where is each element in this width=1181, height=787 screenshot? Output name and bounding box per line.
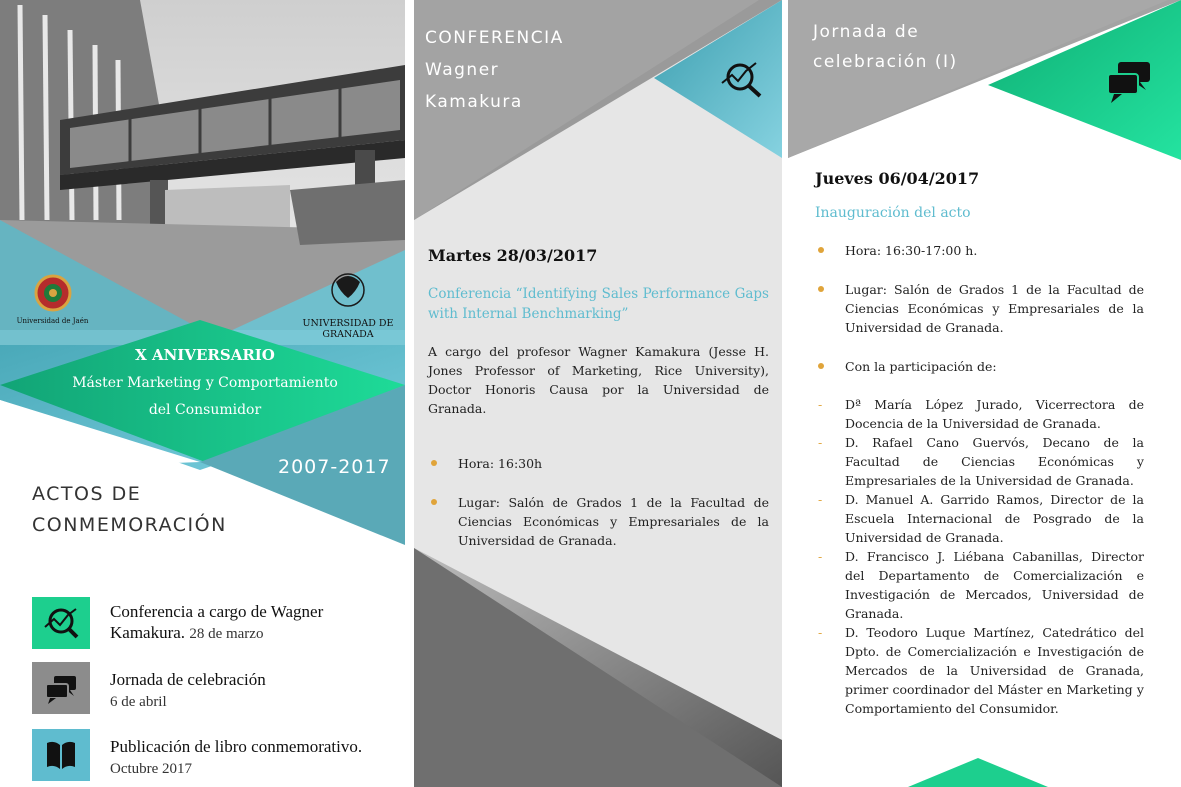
activity-celebration-title: Jornada de celebración [110, 670, 266, 689]
universidad-jaen-logo [36, 276, 70, 310]
conference-time: Hora: 16:30h [458, 456, 543, 471]
activity-book-date: Octubre 2017 [110, 761, 193, 777]
bullet-dot [818, 247, 824, 253]
celebration-panel [788, 0, 1181, 787]
conference-subtitle: Conferencia “Identifying Sales Performance Gaps with Internal Benchmarking” [428, 286, 769, 322]
dash-marker: - [818, 435, 823, 450]
conference-venue: Lugar: Salón de Grados 1 de la Facultad de Ciencias Económicas y Empresariales de la Universidad de Granada. [458, 495, 769, 548]
celebration-header-line2: celebración (I) [813, 52, 958, 72]
celebration-venue: Lugar: Salón de Grados 1 de la Facultad de Ciencias Económicas y Empresariales de la Universidad de Granada. [845, 282, 1144, 335]
list-item [818, 395, 1144, 433]
celebration-subtitle: Inauguración del acto [815, 205, 971, 221]
analytics-search-icon [32, 597, 90, 649]
list-item [818, 547, 1144, 623]
activity-book [110, 736, 390, 780]
activity-conference-title: Conferencia a cargo de Wagner Kamakura. [110, 602, 324, 642]
bullet-dot [431, 460, 437, 466]
list-item [428, 493, 769, 550]
master-name-line2: del Consumidor [148, 402, 262, 418]
activity-book-icon-box [32, 729, 90, 781]
chat-bubbles-icon [32, 662, 90, 714]
activity-conference-date: 28 de marzo [189, 626, 264, 642]
section-heading-line1: ACTOS DE [32, 483, 142, 505]
anniversary-years: 2007-2017 [278, 456, 391, 478]
participant: Dª María López Jurado, Vicerrectora de Docencia de la Universidad de Granada. [845, 397, 1144, 431]
list-item [818, 490, 1144, 547]
participant: D. Francisco J. Liébana Cabanillas, Director del Departamento de Comercialización e Investigación de Mercados, Universidad de Granada. [845, 549, 1144, 621]
participant: D. Rafael Cano Guervós, Decano de la Facultad de Ciencias Económicas y Empresariales de la Universidad de Granada. [845, 435, 1144, 488]
analytics-search-icon [712, 55, 768, 101]
list-item [818, 623, 1144, 718]
bullet-dot [818, 363, 824, 369]
granada-logo-caption: UNIVERSIDAD DE GRANADA [302, 318, 394, 340]
activity-book-title: Publicación de libro conmemorativo. [110, 737, 363, 756]
dash-marker: - [818, 397, 823, 412]
chat-bubbles-icon [1104, 58, 1156, 108]
celebration-details-list [815, 241, 1144, 376]
conference-details-list [428, 454, 769, 550]
list-item [428, 454, 769, 473]
activity-conference-icon-box [32, 597, 90, 649]
conference-header-line3: Kamakura [425, 92, 523, 112]
participants-intro: Con la participación de: [845, 359, 997, 374]
dash-marker: - [818, 549, 823, 564]
anniversary-title: X ANIVERSARIO [135, 346, 275, 364]
activity-conference [110, 601, 390, 645]
conference-panel [414, 0, 782, 787]
list-item [815, 280, 1144, 337]
celebration-date: Jueves 06/04/2017 [815, 169, 980, 188]
celebration-time: Hora: 16:30-17:00 h. [845, 243, 978, 258]
activity-celebration-icon-box [32, 662, 90, 714]
section-heading-line2: CONMEMORACIÓN [32, 514, 227, 536]
participants-list [818, 395, 1144, 718]
list-item [815, 241, 1144, 260]
conference-header-line1: CONFERENCIA [425, 28, 564, 48]
master-name-line1: Máster Marketing y Comportamiento [72, 375, 338, 391]
dash-marker: - [818, 625, 823, 640]
cover-panel [0, 0, 405, 787]
list-item [818, 433, 1144, 490]
celebration-header-line1: Jornada de [813, 22, 920, 42]
conference-header-line2: Wagner [425, 60, 500, 80]
activity-celebration-date: 6 de abril [110, 694, 167, 710]
jaen-logo-caption: Universidad de Jaén [16, 317, 89, 325]
conference-description: A cargo del profesor Wagner Kamakura (Jesse H. Jones Professor of Marketing, Rice University), Doctor Honoris Causa por la Universidad de Granada. [428, 344, 769, 416]
conference-date: Martes 28/03/2017 [428, 246, 598, 265]
bullet-dot [818, 286, 824, 292]
bullet-dot [431, 499, 437, 505]
dash-marker: - [818, 492, 823, 507]
open-book-icon [32, 729, 90, 781]
list-item [815, 357, 1144, 376]
participant: D. Teodoro Luque Martínez, Catedrático del Dpto. de Comercialización e Investigación de Mercados de la Universidad de Granada, primer coordinador del Máster en Marketing y Comportamiento del Consumidor. [845, 625, 1144, 716]
activity-celebration [110, 669, 390, 713]
participant: D. Manuel A. Garrido Ramos, Director de la Escuela Internacional de Posgrado de la Universidad de Granada. [845, 492, 1144, 545]
